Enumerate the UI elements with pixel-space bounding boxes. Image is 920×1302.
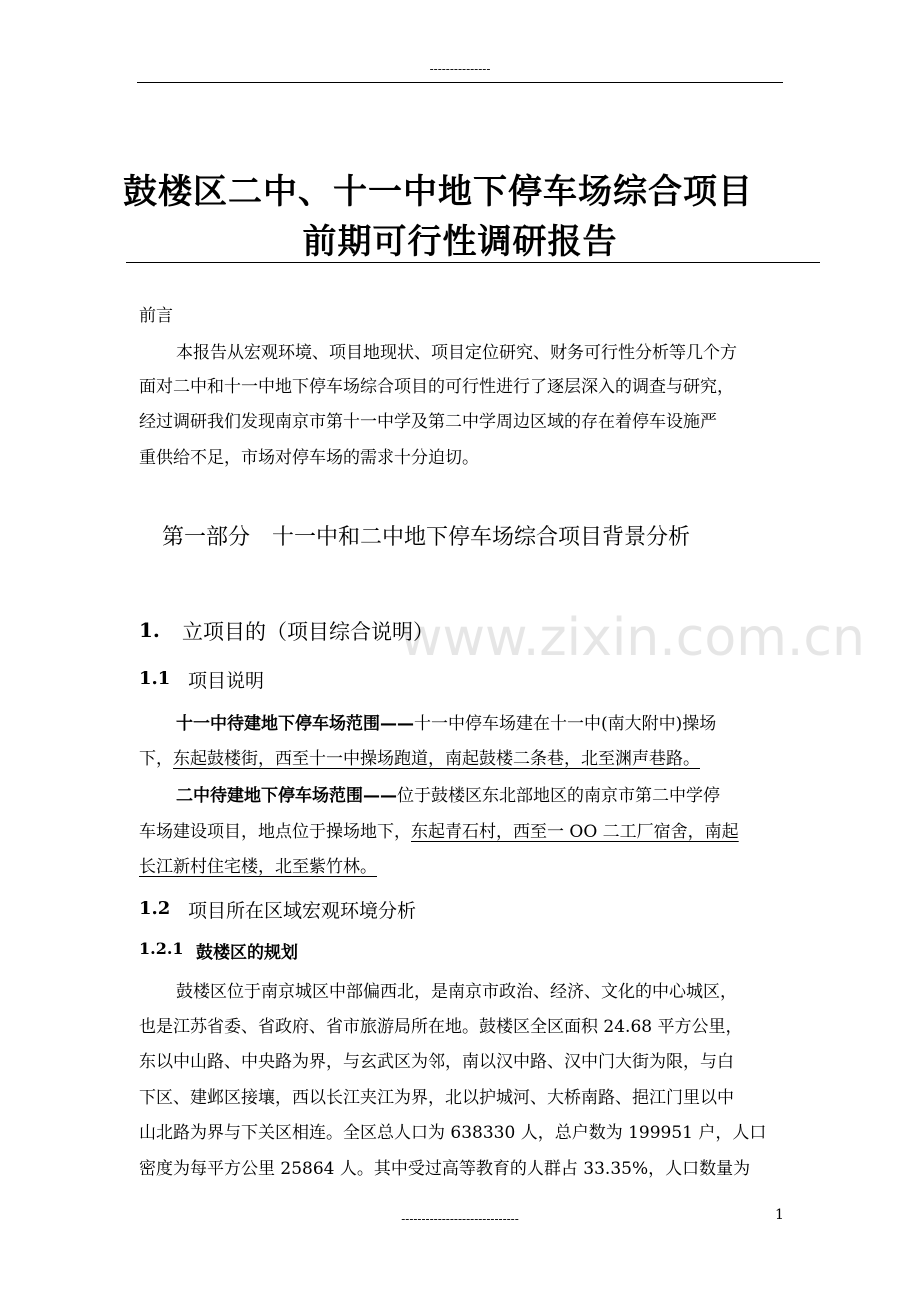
para-2nd-boundary: 东起青石村，西至一 OO 二工厂宿舍，南起 (411, 822, 739, 842)
watermark: www.zixin.com.cn (400, 608, 865, 668)
gulou-line-6: 密度为每平方公里 25864 人。其中受过高等教育的人群占 33.35%，人口数量为 (139, 1159, 751, 1179)
para-2nd-line-2 (139, 817, 739, 842)
section-1-2-number: 1.2 (139, 898, 171, 919)
footer-dashes: ----------------------------- (401, 1212, 519, 1226)
gulou-line-3: 东以中山路、中央路为界，与玄武区为邻，南以汉中路、汉中门大街为限，与白 (139, 1052, 734, 1072)
preface-line-2: 面对二中和十一中地下停车场综合项目的可行性进行了逐层深入的调查与研究， (139, 377, 734, 397)
document-title-line2: 前期可行性调研报告 (302, 222, 618, 262)
section-1-number: 1. (139, 618, 160, 642)
preface-heading: 前言 (139, 306, 173, 326)
title-rule (126, 262, 820, 263)
section-1-title: 立项目的（项目综合说明） (182, 620, 434, 644)
preface-line-3: 经过调研我们发现南京市第十一中学及第二中学周边区域的存在着停车设施严 (139, 412, 717, 432)
document-title-line1: 鼓楼区二中、十一中地下停车场综合项目 (123, 172, 753, 212)
part1-heading: 第一部分 十一中和二中地下停车场综合项目背景分析 (162, 525, 691, 550)
para-11th-label: 十一中待建地下停车场范围—— (176, 714, 414, 734)
gulou-line-4: 下区、建邺区接壤，西以长江夹江为界，北以护城河、大桥南路、挹江门里以中 (139, 1088, 734, 1108)
section-1-1-title: 项目说明 (188, 670, 265, 692)
para-2nd-line-1 (176, 781, 720, 806)
para-2nd-line-3: 长江新村住宅楼，北至紫竹林。 (139, 857, 377, 877)
section-1-2-1-number: 1.2.1 (139, 939, 184, 958)
para-11th-line-1 (176, 709, 716, 734)
para-2nd-text-2: 车场建设项目，地点位于操场地下， (139, 822, 411, 842)
gulou-line-5: 山北路为界与下关区相连。全区总人口为 638330 人，总户数为 199951 户，人口 (139, 1123, 767, 1143)
para-2nd-label: 二中待建地下停车场范围—— (176, 786, 397, 806)
para-2nd-text: 位于鼓楼区东北部地区的南京市第二中学停 (397, 786, 720, 806)
section-1-2-title: 项目所在区域宏观环境分析 (188, 900, 417, 922)
gulou-line-1: 鼓楼区位于南京城区中部偏西北，是南京市政治、经济、文化的中心城区， (176, 982, 737, 1002)
page-number: 1 (775, 1207, 784, 1223)
section-1-1-number: 1.1 (139, 668, 171, 689)
preface-line-4: 重供给不足，市场对停车场的需求十分迫切。 (139, 448, 479, 468)
para-11th-text: 十一中停车场建在十一中(南大附中)操场 (414, 714, 717, 734)
gulou-line-2: 也是江苏省委、省政府、省市旅游局所在地。鼓楼区全区面积 24.68 平方公里， (139, 1017, 743, 1037)
para-11th-text-2: 下， (139, 749, 173, 769)
para-11th-boundary: 东起鼓楼街，西至十一中操场跑道，南起鼓楼二条巷，北至渊声巷路。 (173, 749, 700, 769)
section-1-2-1-title: 鼓楼区的规划 (196, 943, 298, 963)
para-11th-line-2 (139, 744, 700, 769)
preface-line-1: 本报告从宏观环境、项目地现状、项目定位研究、财务可行性分析等几个方 (176, 343, 737, 363)
header-dashes: --------------- (429, 62, 491, 76)
header-rule (137, 82, 783, 83)
